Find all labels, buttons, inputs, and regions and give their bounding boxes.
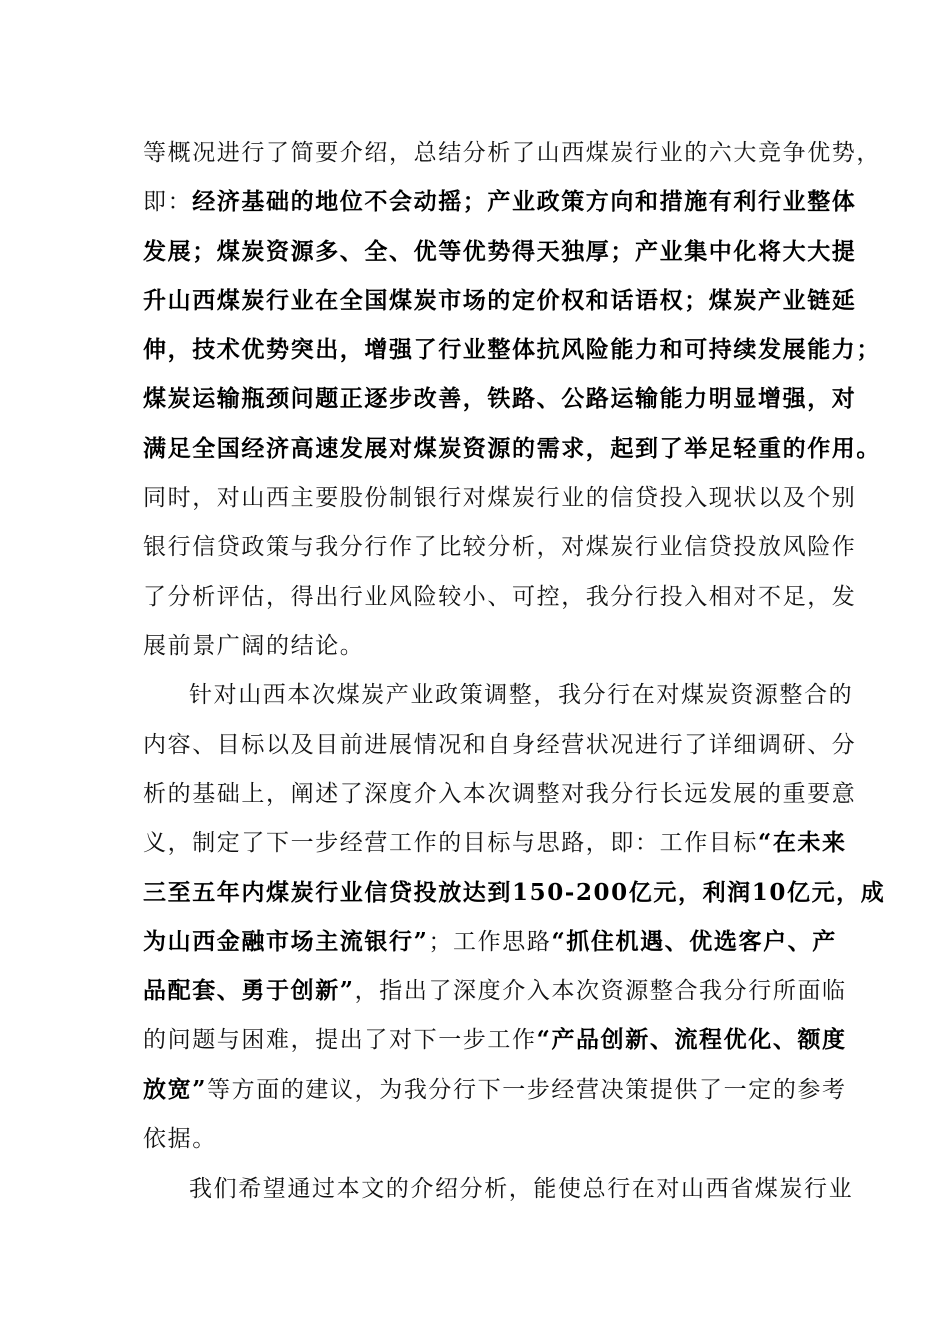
text-line <box>143 335 950 385</box>
text-segment: 等概况进行了简要介绍，总结分析了山西煤炭行业的六大竞争优势， <box>143 140 881 166</box>
text-line <box>143 828 950 878</box>
text-line <box>143 779 950 829</box>
text-segment: 针对山西本次煤炭产业政策调整，我分行在对煤炭资源整合的 <box>189 682 854 708</box>
bold-text-segment: 为山西金融市场主流银行” <box>143 928 429 955</box>
bold-text-segment: “抓住机遇、优选客户、产 <box>551 928 837 955</box>
text-line <box>143 286 950 336</box>
bold-text-segment: 品配套、勇于创新” <box>143 977 355 1004</box>
text-line <box>143 434 950 484</box>
text-segment: 内容、目标以及目前进展情况和自身经营状况进行了详细调研、分 <box>143 732 857 758</box>
text-segment: 即： <box>143 189 193 215</box>
text-segment: 义，制定了下一步经营工作的目标与思路，即：工作目标 <box>143 830 758 856</box>
text-segment: ；工作思路 <box>428 929 552 955</box>
text-line <box>143 1025 950 1075</box>
bold-text-segment: 三至五年内煤炭行业信贷投放达到150-200亿元，利润10亿元，成 <box>143 879 886 906</box>
bold-text-segment: 煤炭运输瓶颈问题正逐步改善，铁路、公路运输能力明显增强，对 <box>143 385 857 412</box>
text-segment: 了分析评估，得出行业风险较小、可控，我分行投入相对不足，发 <box>143 584 857 610</box>
text-line <box>143 582 950 632</box>
text-line <box>143 483 950 533</box>
text-line <box>143 138 950 188</box>
text-line <box>143 384 950 434</box>
text-segment: ，指出了深度介入本次资源整合我分行所面临 <box>354 978 847 1004</box>
text-line <box>143 631 950 681</box>
text-line <box>143 1075 950 1125</box>
text-line <box>143 976 950 1026</box>
text-line <box>143 730 950 780</box>
text-segment: 展前景广阔的结论。 <box>143 633 365 659</box>
bold-text-segment: “在未来 <box>758 829 847 856</box>
text-line <box>189 680 950 730</box>
text-segment: 析的基础上，阐述了深度介入本次调整对我分行长远发展的重要意 <box>143 781 857 807</box>
bold-text-segment: “产品创新、流程优化、额度 <box>536 1026 847 1053</box>
bold-text-segment: 经济基础的地位不会动摇；产业政策方向和措施有利行业整体 <box>192 188 857 215</box>
text-segment: 同时，对山西主要股份制银行对煤炭行业的信贷投入现状以及个别 <box>143 485 857 511</box>
text-segment: 等方面的建议，为我分行下一步经营决策提供了一定的参考 <box>207 1077 847 1103</box>
text-line <box>143 927 950 977</box>
text-segment: 银行信贷政策与我分行作了比较分析，对煤炭行业信贷投放风险作 <box>143 534 857 560</box>
text-segment: 我们希望通过本文的介绍分析，能使总行在对山西省煤炭行业 <box>189 1176 854 1202</box>
text-line <box>143 532 950 582</box>
text-line <box>143 878 950 928</box>
bold-text-segment: 发展；煤炭资源多、全、优等优势得天独厚；产业集中化将大大提 <box>143 238 857 265</box>
text-line <box>143 237 950 287</box>
bold-text-segment: 伸，技术优势突出，增强了行业整体抗风险能力和可持续发展能力； <box>143 336 881 363</box>
text-segment: 依据。 <box>143 1126 217 1152</box>
bold-text-segment: 放宽” <box>143 1076 208 1103</box>
bold-text-segment: 满足全国经济高速发展对煤炭资源的需求，起到了举足轻重的作用。 <box>143 435 881 462</box>
text-segment: 的问题与困难，提出了对下一步工作 <box>143 1027 537 1053</box>
text-line <box>143 1124 950 1174</box>
bold-text-segment: 升山西煤炭行业在全国煤炭市场的定价权和话语权；煤炭产业链延 <box>143 287 857 314</box>
text-line <box>189 1174 950 1224</box>
text-line <box>143 187 950 237</box>
